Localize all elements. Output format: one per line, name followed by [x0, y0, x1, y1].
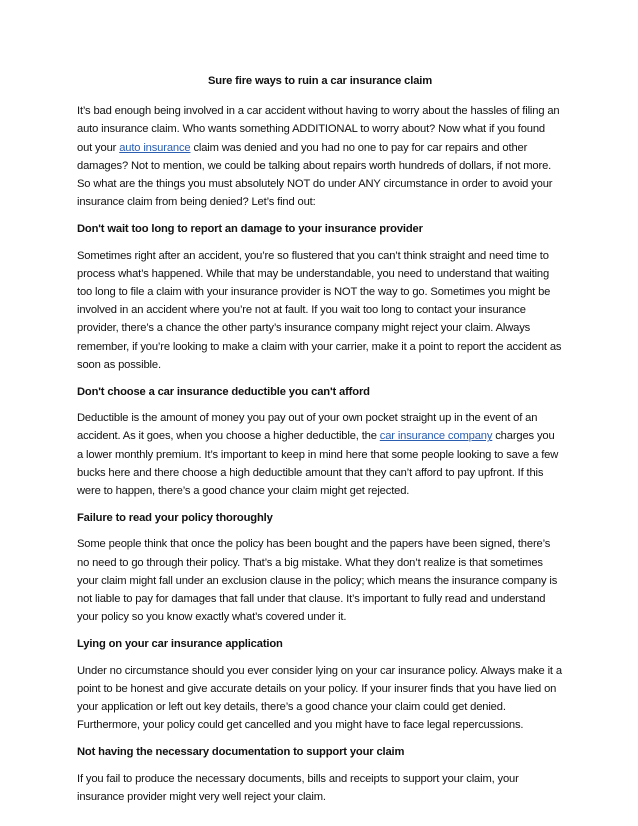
- section-heading-deductible: Don't choose a car insurance deductible you can't afford: [77, 385, 370, 398]
- section-body-deductible: [77, 409, 563, 500]
- section-body-report-damage: Sometimes right after an accident, you’re so flustered that you can’t think straight and need time to process what’s happened. While that may be understandable, you need to understand that waiting too long to file a claim with your insurance provider is NOT the way to go. Sometimes you might be involved in an accident where you’re not at fault. If you wait too long to contact your insurance provider, there’s a chance the other party’s insurance company might reject your claim. Always remember, if you’re looking to make a claim with your carrier, make it a point to report the accident as soon as possible.: [77, 249, 562, 371]
- section-heading-report-damage: Don't wait too long to report an damage to your insurance provider: [77, 222, 423, 235]
- section-heading-read-policy: Failure to read your policy thoroughly: [77, 511, 273, 524]
- car-insurance-company-link[interactable]: car insurance company: [379, 430, 493, 443]
- intro-text-before-link: It’s bad enough being involved in a car accident without having to worry about the hassles of filing an auto insurance claim. Who wants something ADDITIONAL to worry about? Now what if you found out your: [77, 105, 560, 154]
- section-body-lying: Under no circumstance should you ever consider lying on your car insurance policy. Always make it a point to be honest and give accurate details on your policy. If your insurer finds that you have lied on your application or left out key details, there’s a good chance your claim could get denied. Furthermore, your policy could get cancelled and you might have to face legal repercussions.: [77, 664, 562, 732]
- document-title: Sure fire ways to ruin a car insurance claim: [207, 75, 433, 87]
- document-body: [77, 72, 563, 815]
- intro-paragraph: [77, 102, 563, 211]
- section-heading-documentation: Not having the necessary documentation to support your claim: [77, 746, 405, 758]
- section-body-read-policy: Some people think that once the policy has been bought and the papers have been signed, there’s no need to go through their policy. That’s a big mistake. What they don’t realize is that sometimes your claim might fall under an exclusion clause in the policy; which means the insurance company is not liable to pay for damages that fall under that clause. It’s important to fully read and understand your policy so you know exactly what’s covered under it.: [77, 538, 558, 624]
- intro-text-after-link: claim was denied and you had no one to pay for car repairs and other damages? Not to mention, we could be talking about repairs worth hundreds of dollars, if not more. So what are the things you must absolutely NOT do under ANY circumstance in order to avoid your insurance claim from being denied? Let’s find out:: [77, 141, 553, 209]
- deductible-text-before-link: Deductible is the amount of money you pay out of your own pocket straight up in the event of an accident. As it goes, when you choose a higher deductible, the: [77, 412, 538, 443]
- auto-insurance-link[interactable]: auto insurance: [119, 141, 191, 154]
- section-heading-lying: Lying on your car insurance application: [77, 637, 283, 650]
- deductible-text-after-link: charges you a lower monthly premium. It’s important to keep in mind here that some people looking to save a few bucks here and there choose a high deductible amount that they can’t afford to pay upfront. If this were to happen, there’s a good chance your claim might get rejected.: [77, 430, 559, 498]
- section-body-documentation: If you fail to produce the necessary documents, bills and receipts to support your claim, your insurance provider might very well reject your claim.: [77, 772, 519, 803]
